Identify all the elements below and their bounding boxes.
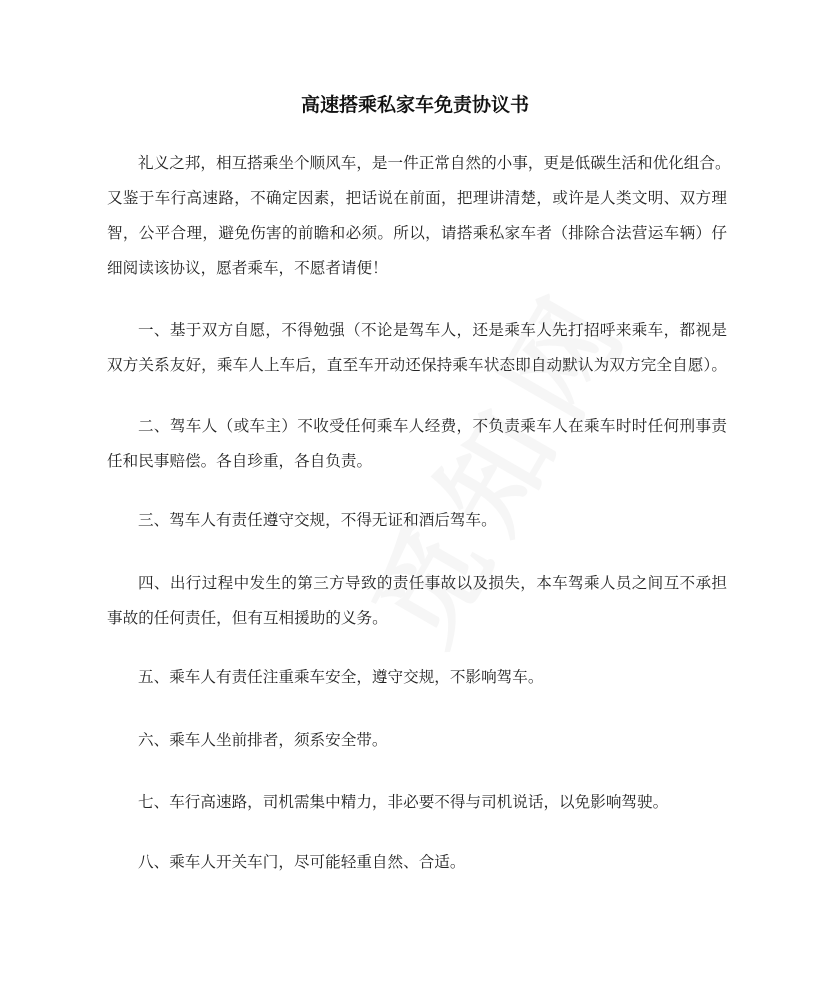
document-title: 高速搭乘私家车免责协议书 <box>300 94 529 116</box>
text-line: 二、驾车人（或车主）不收受任何乘车人经费，不负责乘车人在乘车时时任何刑事责 <box>138 417 727 435</box>
text-line: 智，公平合理，避免伤害的前瞻和必须。所以，请搭乘私家车者（排除合法营运车辆）仔 <box>107 224 727 242</box>
clause-7 <box>107 785 727 820</box>
clause-1 <box>107 313 727 383</box>
text-line: 一、基于双方自愿，不得勉强（不论是驾车人，还是乘车人先打招呼来乘车，都视是 <box>138 321 727 339</box>
text-line: 双方关系友好，乘车人上车后，直至车开动还保持乘车状态即自动默认为双方完全自愿）。 <box>107 356 727 374</box>
text-line: 事故的任何责任，但有互相援助的义务。 <box>107 609 388 627</box>
clause-4 <box>107 566 727 636</box>
clause-3 <box>107 503 727 538</box>
text-line: 三、驾车人有责任遵守交规，不得无证和酒后驾车。 <box>138 511 497 529</box>
text-line: 又鉴于车行高速路，不确定因素，把话说在前面，把理讲清楚，或许是人类文明、双方理 <box>107 189 727 207</box>
clause-8 <box>107 845 727 880</box>
text-line: 五、乘车人有责任注重乘车安全，遵守交规，不影响驾车。 <box>138 668 544 686</box>
text-line: 六、乘车人坐前排者，须系安全带。 <box>138 731 388 749</box>
text-line: 任和民事赔偿。各自珍重，各自负责。 <box>107 452 373 470</box>
text-line: 七、车行高速路，司机需集中精力，非必要不得与司机说话，以免影响驾驶。 <box>138 793 669 811</box>
clause-6 <box>107 723 727 758</box>
intro-paragraph <box>107 146 731 286</box>
text-line: 细阅读该协议，愿者乘车，不愿者请便！ <box>107 259 388 277</box>
text-line: 礼义之邦，相互搭乘坐个顺风车，是一件正常自然的小事，更是低碳生活和优化组合。 <box>138 154 731 172</box>
text-line: 四、出行过程中发生的第三方导致的责任事故以及损失，本车驾乘人员之间互不承担 <box>138 574 727 592</box>
clause-2 <box>107 409 727 479</box>
clause-5 <box>107 660 727 695</box>
text-line: 八、乘车人开关车门，尽可能轻重自然、合适。 <box>138 853 466 871</box>
